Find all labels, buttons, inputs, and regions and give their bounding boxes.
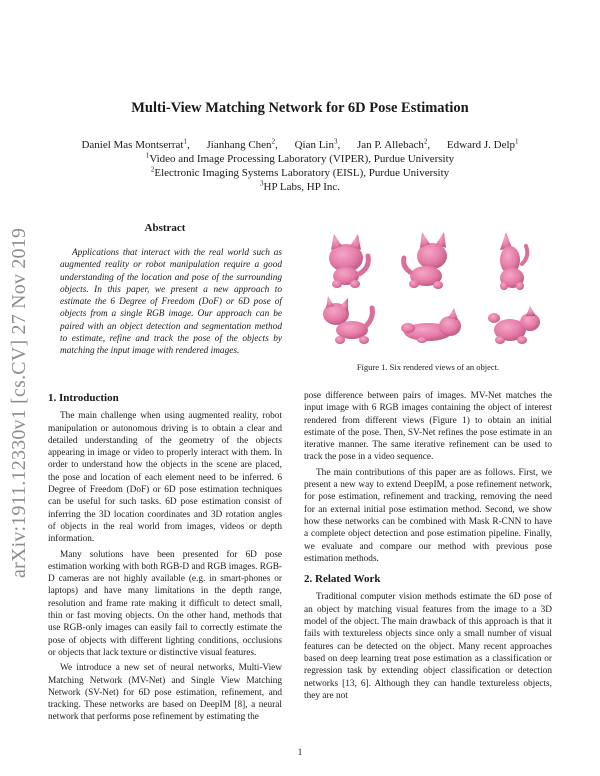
figure-rendered-views xyxy=(304,228,552,358)
paragraph: The main contributions of this paper are as follows. First, we present a new way to extend DeepIM, a pose refinement network, for pose estimation, refinement and tracking, removing the need for an external initial pose estimation method. Second, we show how these networks can be combined with Mask R-CNN to have a complete object detection and pose estimation pipeline. Finally, we evaluate and compare our method with previous pose estimation methods. xyxy=(304,467,552,564)
author: Edward J. Delp$^1$ xyxy=(446,137,519,151)
rendered-view-3 xyxy=(500,232,527,290)
rendered-views-image xyxy=(304,228,552,358)
right-column xyxy=(304,390,552,702)
author-list xyxy=(0,138,600,152)
rendered-view-1 xyxy=(329,234,368,288)
paragraph: Traditional computer vision methods estimate the 6D pose of an object by matching visual features from the image to a 3D model of the object. The main drawback of this approach is that it fails with textureless objects since only a small number of visual features can be detected on the object. Many recent approaches based on deep learning treat pose estimation as a classification or regression task by extending object classification or detection networks [13, 6]. Although they can handle textureless objects, they are not xyxy=(304,592,552,701)
abstract-heading: Abstract xyxy=(144,222,186,234)
page-number: 1 xyxy=(297,748,303,758)
paragraph: Many solutions have been presented for 6D pose estimation working with both RGB-D and RGB images. RGB-D cameras are not highly available (e.g. in smart-phones or laptops) and have many limitations in the depth range, resolution and frame rate making it difficult to detect small, thin or fast moving objects. On the other hand, methods that use RGB-only images can easily fail to correctly estimate the pose of objects with different lighting conditions, occlusions or objects that lack texture or distinctive visual features. xyxy=(48,549,282,658)
figure-caption: Figure 1. Six rendered views of an object. xyxy=(356,362,500,372)
rendered-view-2 xyxy=(404,232,447,289)
affiliation: $^3$HP Labs, HP Inc. xyxy=(260,179,340,193)
author: Qian Lin$^3$, xyxy=(294,137,341,151)
author: Jianhang Chen$^2$, xyxy=(206,137,278,151)
section-heading-introduction: 1. Introduction xyxy=(48,392,119,404)
rendered-view-6 xyxy=(488,306,540,344)
affiliation: $^2$Electronic Imaging Systems Laboratory (EISL), Purdue University xyxy=(150,165,450,179)
left-column xyxy=(48,392,282,724)
rendered-view-4 xyxy=(323,296,372,344)
arxiv-stamp: arXiv:1911.12330v1 [cs.CV] 27 Nov 2019 xyxy=(8,227,30,578)
rendered-view-5 xyxy=(401,308,461,343)
paragraph: The main challenge when using augmented reality, robot manipulation or autonomous driving is to obtain a clear and detailed understanding of the geometry of the objects appearing in image or video to properly interact with them. In order to understand how the objects in the scene are placed, the pose and location of each element need to be inferred. 6 Degree of Freedom (DoF) or 6D pose estimation techniques can be useful for such tasks. 6D pose estimation consist of inferring the 3D location coordinates and 3D rotation angles of objects in the real world from images, videos or depth information. xyxy=(48,411,282,545)
author: Daniel Mas Montserrat$^1$, xyxy=(81,137,190,151)
paper-title: Multi-View Matching Network for 6D Pose Estimation xyxy=(131,100,469,116)
paragraph: We introduce a new set of neural networks, Multi-View Matching Network (MV-Net) and Single View Matching Network (SV-Net) for 6D pose estimation, refinement, and tracking. These networks are based on DeepIM [8], a neural network that performs pose refinement by estimating the xyxy=(48,663,282,723)
affiliation: $^1$Video and Image Processing Laboratory (VIPER), Purdue University xyxy=(145,151,455,165)
author: Jan P. Allebach$^2$, xyxy=(356,137,431,151)
paragraph: pose difference between pairs of images. MV-Net matches the input image with 6 RGB images containing the object of interest rendered from different views (Figure 1) to obtain an initial estimate of the pose. Then, SV-Net refines the pose estimate in an iterative manner. The same iterative refinement can be used to track the pose in a video sequence. xyxy=(304,391,552,463)
abstract-body: Applications that interact with the real world such as augmented reality or robot manipulation require a good understanding of the location and pose of the surrounding objects. In this paper, we present a new approach to estimate the 6 Degree of Freedom (DoF) or 6D pose of objects from a single RGB image. Our approach can be paired with an object detection and segmentation method to estimate, refine and track the pose of the objects by matching the input image with rendered images. xyxy=(60,248,282,357)
section-heading-related-work: 2. Related Work xyxy=(304,573,381,586)
